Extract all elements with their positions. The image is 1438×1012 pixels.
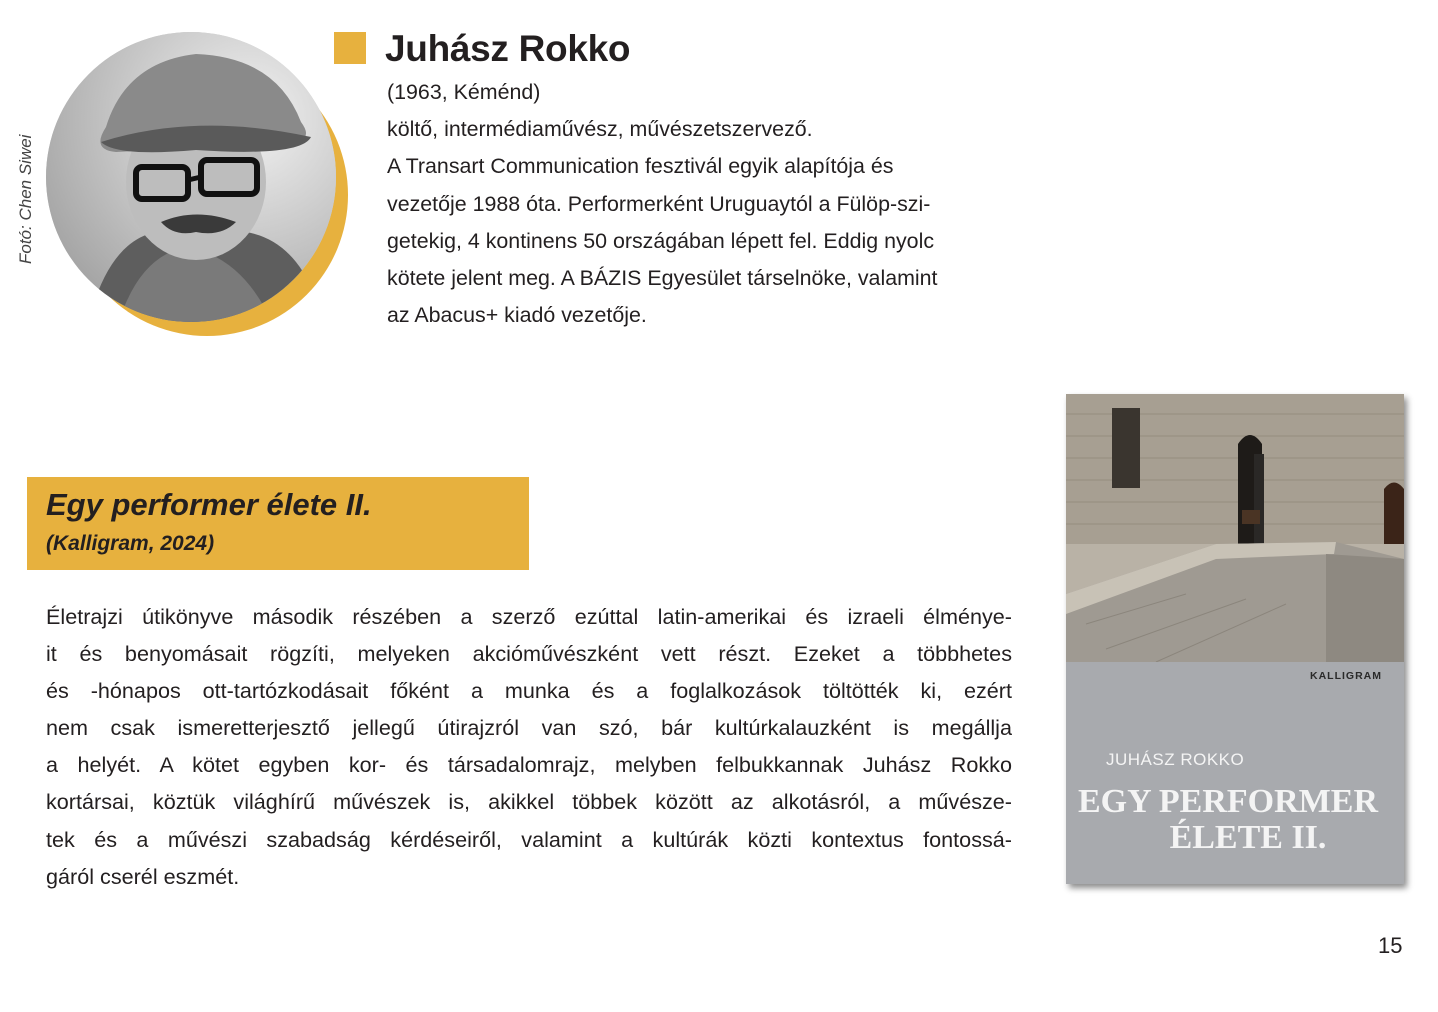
bio-line: költő, intermédiaművész, művészetszervező. bbox=[387, 117, 813, 142]
bio-line: getekig, 4 kontinens 50 országában lépett fel. Eddig nyolc bbox=[387, 228, 935, 253]
review-line: a helyét. A kötet egyben kor- és társadalomrajz, melyben felbukkannak Juhász Rokko bbox=[46, 752, 1012, 778]
name-accent-square bbox=[334, 32, 366, 64]
bio-line: A Transart Communication fesztivál egyik alapítója és bbox=[387, 154, 894, 179]
bio-line: az Abacus+ kiadó vezetője. bbox=[387, 303, 647, 328]
review-line: Életrajzi útikönyve második részében a szerző ezúttal latin-amerikai és izraeli élménye- bbox=[46, 604, 1012, 629]
author-name: Juhász Rokko bbox=[385, 28, 631, 69]
author-photo bbox=[46, 32, 336, 322]
review-line: gáról cserél eszmét. bbox=[46, 863, 240, 889]
photo-credit: Fotó: Chen Siwei bbox=[16, 134, 35, 264]
author-portrait bbox=[40, 28, 352, 334]
book-title-banner bbox=[27, 477, 529, 570]
review-line: kortársai, köztük világhírű művészek is, akikkel többek között az alkotásról, a művésze- bbox=[46, 789, 1012, 815]
book-review bbox=[46, 598, 1012, 895]
review-line: és -hónapos ott-tartózkodásait főként a munka és a foglalkozások töltötték ki, ezért bbox=[46, 678, 1012, 704]
review-line: nem csak ismeretterjesztő jellegű útirajzról van szó, bár kultúrkalauzként is megállja bbox=[46, 715, 1012, 741]
book-publisher-year: (Kalligram, 2024) bbox=[46, 532, 215, 555]
bio-line: (1963, Kéménd) bbox=[387, 80, 541, 104]
review-line: tek és a művészi szabadság kérdéseiről, valamint a kultúrák közti kontextus fontossá- bbox=[46, 826, 1012, 852]
author-bio bbox=[387, 74, 1007, 334]
bio-line: kötete jelent meg. A BÁZIS Egyesület társelnöke, valamint bbox=[387, 266, 938, 291]
cover-title-line: ÉLETE II. bbox=[1169, 819, 1327, 856]
cover-title-line: EGY PERFORMER bbox=[1077, 783, 1378, 820]
cover-title bbox=[1066, 784, 1404, 856]
cover-photo bbox=[1066, 394, 1404, 662]
bio-line: vezetője 1988 óta. Performerként Uruguaytól a Fülöp-szi- bbox=[387, 191, 931, 216]
book-cover bbox=[1066, 394, 1404, 884]
cover-author: JUHÁSZ ROKKO bbox=[1106, 750, 1245, 769]
review-line: it és benyomásait rögzíti, melyeken akcióművészként vett részt. Ezeket a többhetes bbox=[46, 641, 1012, 667]
cover-publisher: KALLIGRAM bbox=[1310, 670, 1382, 682]
book-title: Egy performer élete II. bbox=[46, 487, 372, 522]
page-number: 15 bbox=[1378, 933, 1403, 958]
